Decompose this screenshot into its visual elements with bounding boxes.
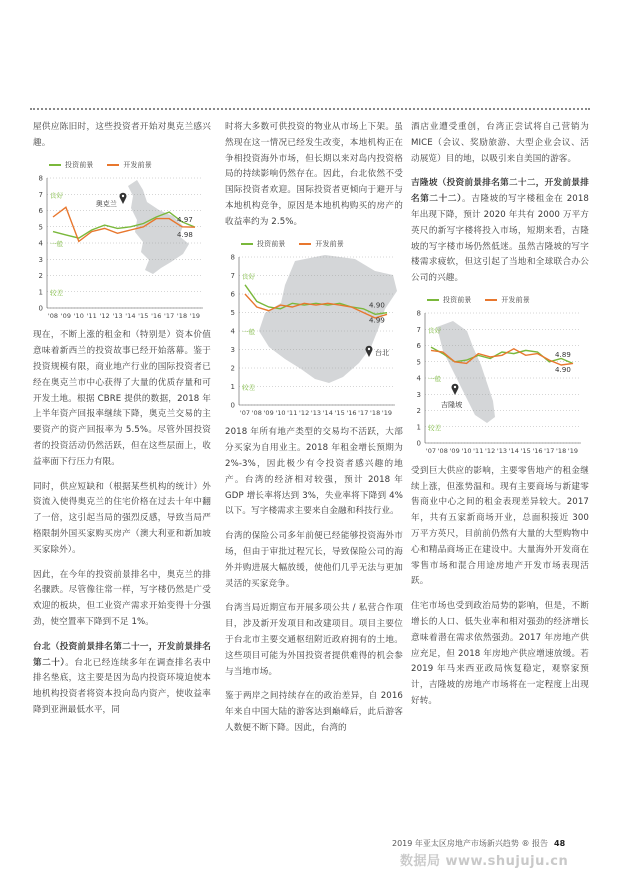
legend-swatch-invest	[427, 299, 439, 301]
band-label-fair: 一般	[50, 239, 64, 248]
y-tick-label: 5	[230, 308, 235, 317]
x-tick-label: '15	[334, 408, 345, 417]
band-label-good: 良好	[50, 190, 64, 199]
x-tick-label: '07	[239, 408, 251, 417]
legend-label: 投资前景	[443, 295, 472, 304]
y-tick-label: 1	[416, 423, 421, 432]
footer-title: 2019 年亚太区房地产市场新兴趋势 ® 报告	[392, 839, 548, 848]
y-tick-label: 4	[38, 239, 43, 248]
end-value-label: 4.90	[555, 365, 571, 374]
chart-legend	[427, 296, 589, 305]
paragraph: 台湾的保险公司多年前便已经能够投资海外市场，但由于审批过程冗长，导致保险公司的海外并购进展大幅放缓，使他们几乎无法与更加灵活的买家竞争。	[225, 531, 403, 589]
legend-swatch-invest	[241, 243, 253, 245]
paragraph: 2018 年所有地产类型的交易均不活跃，大部分买家为自用业主。2018 年租金增长预期为 2%-3%，因此极少有令投资者感兴趣的地产。台湾的经济相对较强，预计 2018 年 GDP 增长率将达到 3%，失业率将下降到 4% 以下。写字楼需求主要来自金融和科技行业。	[225, 427, 403, 517]
band-label-fair: 一般	[242, 327, 256, 336]
map-pin-icon	[452, 384, 459, 395]
y-tick-label: 0	[416, 439, 421, 448]
chart-kuala-lumpur	[411, 296, 589, 464]
band-label-fair: 一般	[428, 374, 442, 383]
x-tick-label: '19	[381, 408, 393, 417]
paragraph: 台湾当局近期宣布开展多项公共 / 私营合作项目，涉及新开发项目和改建项目。项目主要位于台北市主要交通枢纽附近政府拥有的土地。这些项目可能为外国投资者提供难得的机会参与当地市场。	[225, 603, 403, 677]
x-tick-label: '17	[164, 311, 175, 320]
watermark: 数据局 www.shujuju.cn	[400, 854, 569, 869]
x-tick-label: '09	[449, 446, 460, 455]
paragraph: 鉴于两岸之间持续存在的政治差异，自 2016 年来自中国大陆的游客达到巅峰后，此后游客人数便不断下降。因此，台湾的	[225, 691, 403, 733]
paragraph: 住宅市场也受到政治局势的影响，但是，不断增长的人口、低失业率和相对强劲的经济增长意味着潜在需求依然强劲。2017 年房地产供应充足，但 2018 年房地产供应增速放缓。若 2019 年马来西亚政局恢复稳定，观察家预计，吉隆坡的房地产市场将在一定程度上出现好转。	[411, 601, 589, 706]
x-tick-label: '16	[346, 408, 357, 417]
y-tick-label: 8	[230, 253, 235, 262]
x-tick-label: '17	[358, 408, 369, 417]
x-tick-label: '14	[322, 408, 334, 417]
x-tick-label: '13	[496, 446, 508, 455]
end-value-label: 4.90	[369, 301, 385, 310]
x-tick-label: '13	[310, 408, 322, 417]
x-tick-label: '08	[47, 311, 59, 320]
x-tick-label: '14	[508, 446, 520, 455]
y-tick-label: 5	[38, 222, 43, 231]
legend-label: 开发前景	[501, 295, 530, 304]
map-pin-icon	[120, 192, 127, 203]
chart-svg	[411, 307, 589, 457]
y-tick-label: 6	[230, 290, 235, 299]
map-pin-dot	[122, 194, 124, 196]
paragraph-text: 。吉隆坡的写字楼租金在 2018 年出现下降，预计 2020 年共有 2000 万平方英尺的新写字楼将投入市场，短期来看，吉隆坡的写字楼市场仍然低迷。虽然吉隆坡的写字楼需求疲软，但这引起了当地和全球联合办公公司的兴趣。	[411, 194, 589, 284]
y-tick-label: 7	[38, 190, 43, 199]
x-tick-label: '15	[138, 311, 149, 320]
y-tick-label: 2	[230, 364, 235, 373]
city-label: 奥克兰	[95, 199, 117, 208]
column-2	[225, 120, 403, 746]
legend-label: 开发前景	[123, 160, 152, 169]
band-label-poor: 较差	[428, 423, 442, 432]
x-tick-label: '18	[176, 311, 188, 320]
y-tick-label: 2	[38, 271, 43, 280]
paragraph: 受到巨大供应的影响，主要零售地产的租金继续上涨，但涨势温和。现有主要商场与新建零售商业中心之间的租金表现差异较大。2017 年，共有五家新商场开业，总面积接近 300 万平方英尺，目前前仍然有大量的大型购物中心和精品商场正在建设中。大量海外开发商在零售市场和混合用途房地产开发市场表现活跃。	[411, 465, 589, 587]
y-tick-label: 0	[230, 401, 235, 410]
y-tick-label: 4	[230, 327, 235, 336]
x-tick-label: '11	[86, 311, 97, 320]
chart-svg	[33, 172, 211, 322]
y-tick-label: 1	[230, 382, 235, 391]
y-tick-label: 3	[230, 345, 235, 354]
end-value-label: 4.99	[369, 316, 385, 325]
section-heading-kuala-lumpur: 吉隆坡（投资前景排名第二十二，开发前景排名第二十二）	[411, 178, 589, 205]
paragraph-kl-intro	[411, 176, 589, 287]
chart-legend	[49, 161, 211, 170]
y-tick-label: 7	[416, 325, 421, 334]
x-tick-label: '10	[73, 311, 84, 320]
x-tick-label: '11	[473, 446, 484, 455]
x-tick-label: '18	[369, 408, 381, 417]
legend-swatch-invest	[49, 164, 61, 166]
y-tick-label: 4	[416, 374, 421, 383]
city-label: 吉隆坡	[441, 400, 463, 409]
city-label: 台北	[375, 348, 390, 357]
y-tick-label: 8	[38, 174, 43, 183]
x-tick-label: '12	[484, 446, 496, 455]
legend-swatch-dev	[107, 164, 119, 166]
y-tick-label: 6	[416, 341, 421, 350]
y-tick-label: 3	[38, 255, 43, 264]
y-tick-label: 1	[38, 287, 43, 296]
legend-label: 投资前景	[257, 239, 286, 248]
band-label-poor: 较差	[50, 288, 64, 297]
paragraph: 现在，不断上涨的租金和（特别是）资本价值意味着新西兰的投资故事已经开始落幕。鉴于投资规模有限，商业地产行业的国际投资者已经在奥克兰市中心获得了大量的优质存量和可开发土地。根据 CBRE 提供的数据，2018 年上半年资产回报率继续下降，奥克兰交易的主要资产的资产回报率为 5.5%。尽管外国投资者的投资活动仍然活跃，但在这些层面上，收益率面下行压力有限。	[33, 330, 211, 467]
x-tick-label: '12	[298, 408, 310, 417]
band-label-good: 良好	[242, 272, 256, 281]
x-tick-label: '15	[520, 446, 531, 455]
legend-label: 开发前景	[315, 239, 344, 248]
chart-auckland	[33, 161, 211, 329]
x-tick-label: '18	[555, 446, 567, 455]
column-1	[33, 120, 211, 728]
y-tick-label: 0	[38, 304, 43, 313]
x-tick-label: '17	[544, 446, 555, 455]
paragraph: 同时，供应短缺和（根据某些机构的统计）外资流入使得奥克兰的住宅价格在过去十年中翻了一倍，这引起当局的强烈反感，导致当局严格限制外国买家购买房产（澳大利亚和新加坡买家除外）。	[33, 481, 211, 555]
y-tick-label: 5	[416, 358, 421, 367]
x-tick-label: '14	[125, 311, 136, 320]
x-tick-label: '19	[567, 446, 579, 455]
x-tick-label: '10	[461, 446, 472, 455]
section-heading-taipei: 台北（投资前景排名第二十一，开发前景排名第二十）	[33, 641, 211, 668]
x-tick-label: '07	[425, 446, 437, 455]
band-label-poor: 较差	[242, 383, 256, 392]
y-tick-label: 8	[416, 309, 421, 318]
chart-taipei	[225, 240, 403, 426]
legend-label: 投资前景	[65, 160, 94, 169]
x-tick-label: '09	[263, 408, 274, 417]
end-value-label: 4.97	[177, 215, 193, 224]
page-number: 48	[554, 839, 566, 848]
x-tick-label: '16	[151, 311, 162, 320]
x-tick-label: '13	[112, 311, 123, 320]
end-value-label: 4.98	[177, 230, 193, 239]
paragraph-taipei-intro	[33, 640, 211, 719]
x-tick-label: '16	[532, 446, 543, 455]
x-tick-label: '10	[275, 408, 286, 417]
legend-swatch-dev	[485, 299, 497, 301]
x-tick-label: '08	[437, 446, 449, 455]
y-tick-label: 6	[38, 206, 43, 215]
x-tick-label: '11	[287, 408, 298, 417]
paragraph: 屋供应陈旧时，这些投资者开始对奥克兰感兴趣。	[33, 122, 211, 148]
paragraph-text: 。台北已经连续多年在调查排名表中排名垫底，这主要是因为岛内投资环境迫使本地机构投资者将资本投向岛内资产，使收益率降到亚洲最低水平，同	[33, 657, 211, 715]
chart-svg	[225, 251, 403, 419]
y-tick-label: 7	[230, 271, 235, 280]
top-divider	[30, 108, 590, 110]
map-pin-dot	[454, 386, 456, 388]
end-value-label: 4.89	[555, 350, 571, 359]
paragraph: 因此，在今年的投资前景排名中，奥克兰的排名骤跌。尽管像往常一样，写字楼仍然是广受欢迎的板块，但工业资产需求开始变得十分强劲，使空置率下降到不足 1%。	[33, 569, 211, 627]
x-tick-label: '08	[251, 408, 263, 417]
x-tick-label: '12	[99, 311, 110, 320]
map-pin-icon	[366, 345, 373, 356]
map-pin-dot	[368, 347, 370, 349]
legend-swatch-dev	[299, 243, 311, 245]
x-tick-label: '19	[189, 311, 201, 320]
band-label-good: 良好	[428, 326, 442, 335]
chart-legend	[241, 240, 403, 249]
y-tick-label: 3	[416, 390, 421, 399]
column-3	[411, 120, 589, 719]
page-footer	[392, 838, 565, 849]
x-tick-label: '09	[60, 311, 72, 320]
paragraph: 时将大多数可供投资的物业从市场上下架。虽然现在这一情况已经发生改变，本地机构正在争相投资海外市场，但长期以来对岛内投资格局的持续影响仍然存在。因此，台北依然不受国际投资者欢迎。国际投资者更倾向于避开与本地机构竞争，原因是本地机构购买的房产的收益率约为 2.5%。	[225, 122, 403, 227]
paragraph: 酒店业遭受重创，台湾正尝试将自己营销为 MICE（会议、奖励旅游、大型企业会议、活动展览）目的地，以吸引来自美国的游客。	[411, 122, 589, 164]
y-tick-label: 2	[416, 406, 421, 415]
